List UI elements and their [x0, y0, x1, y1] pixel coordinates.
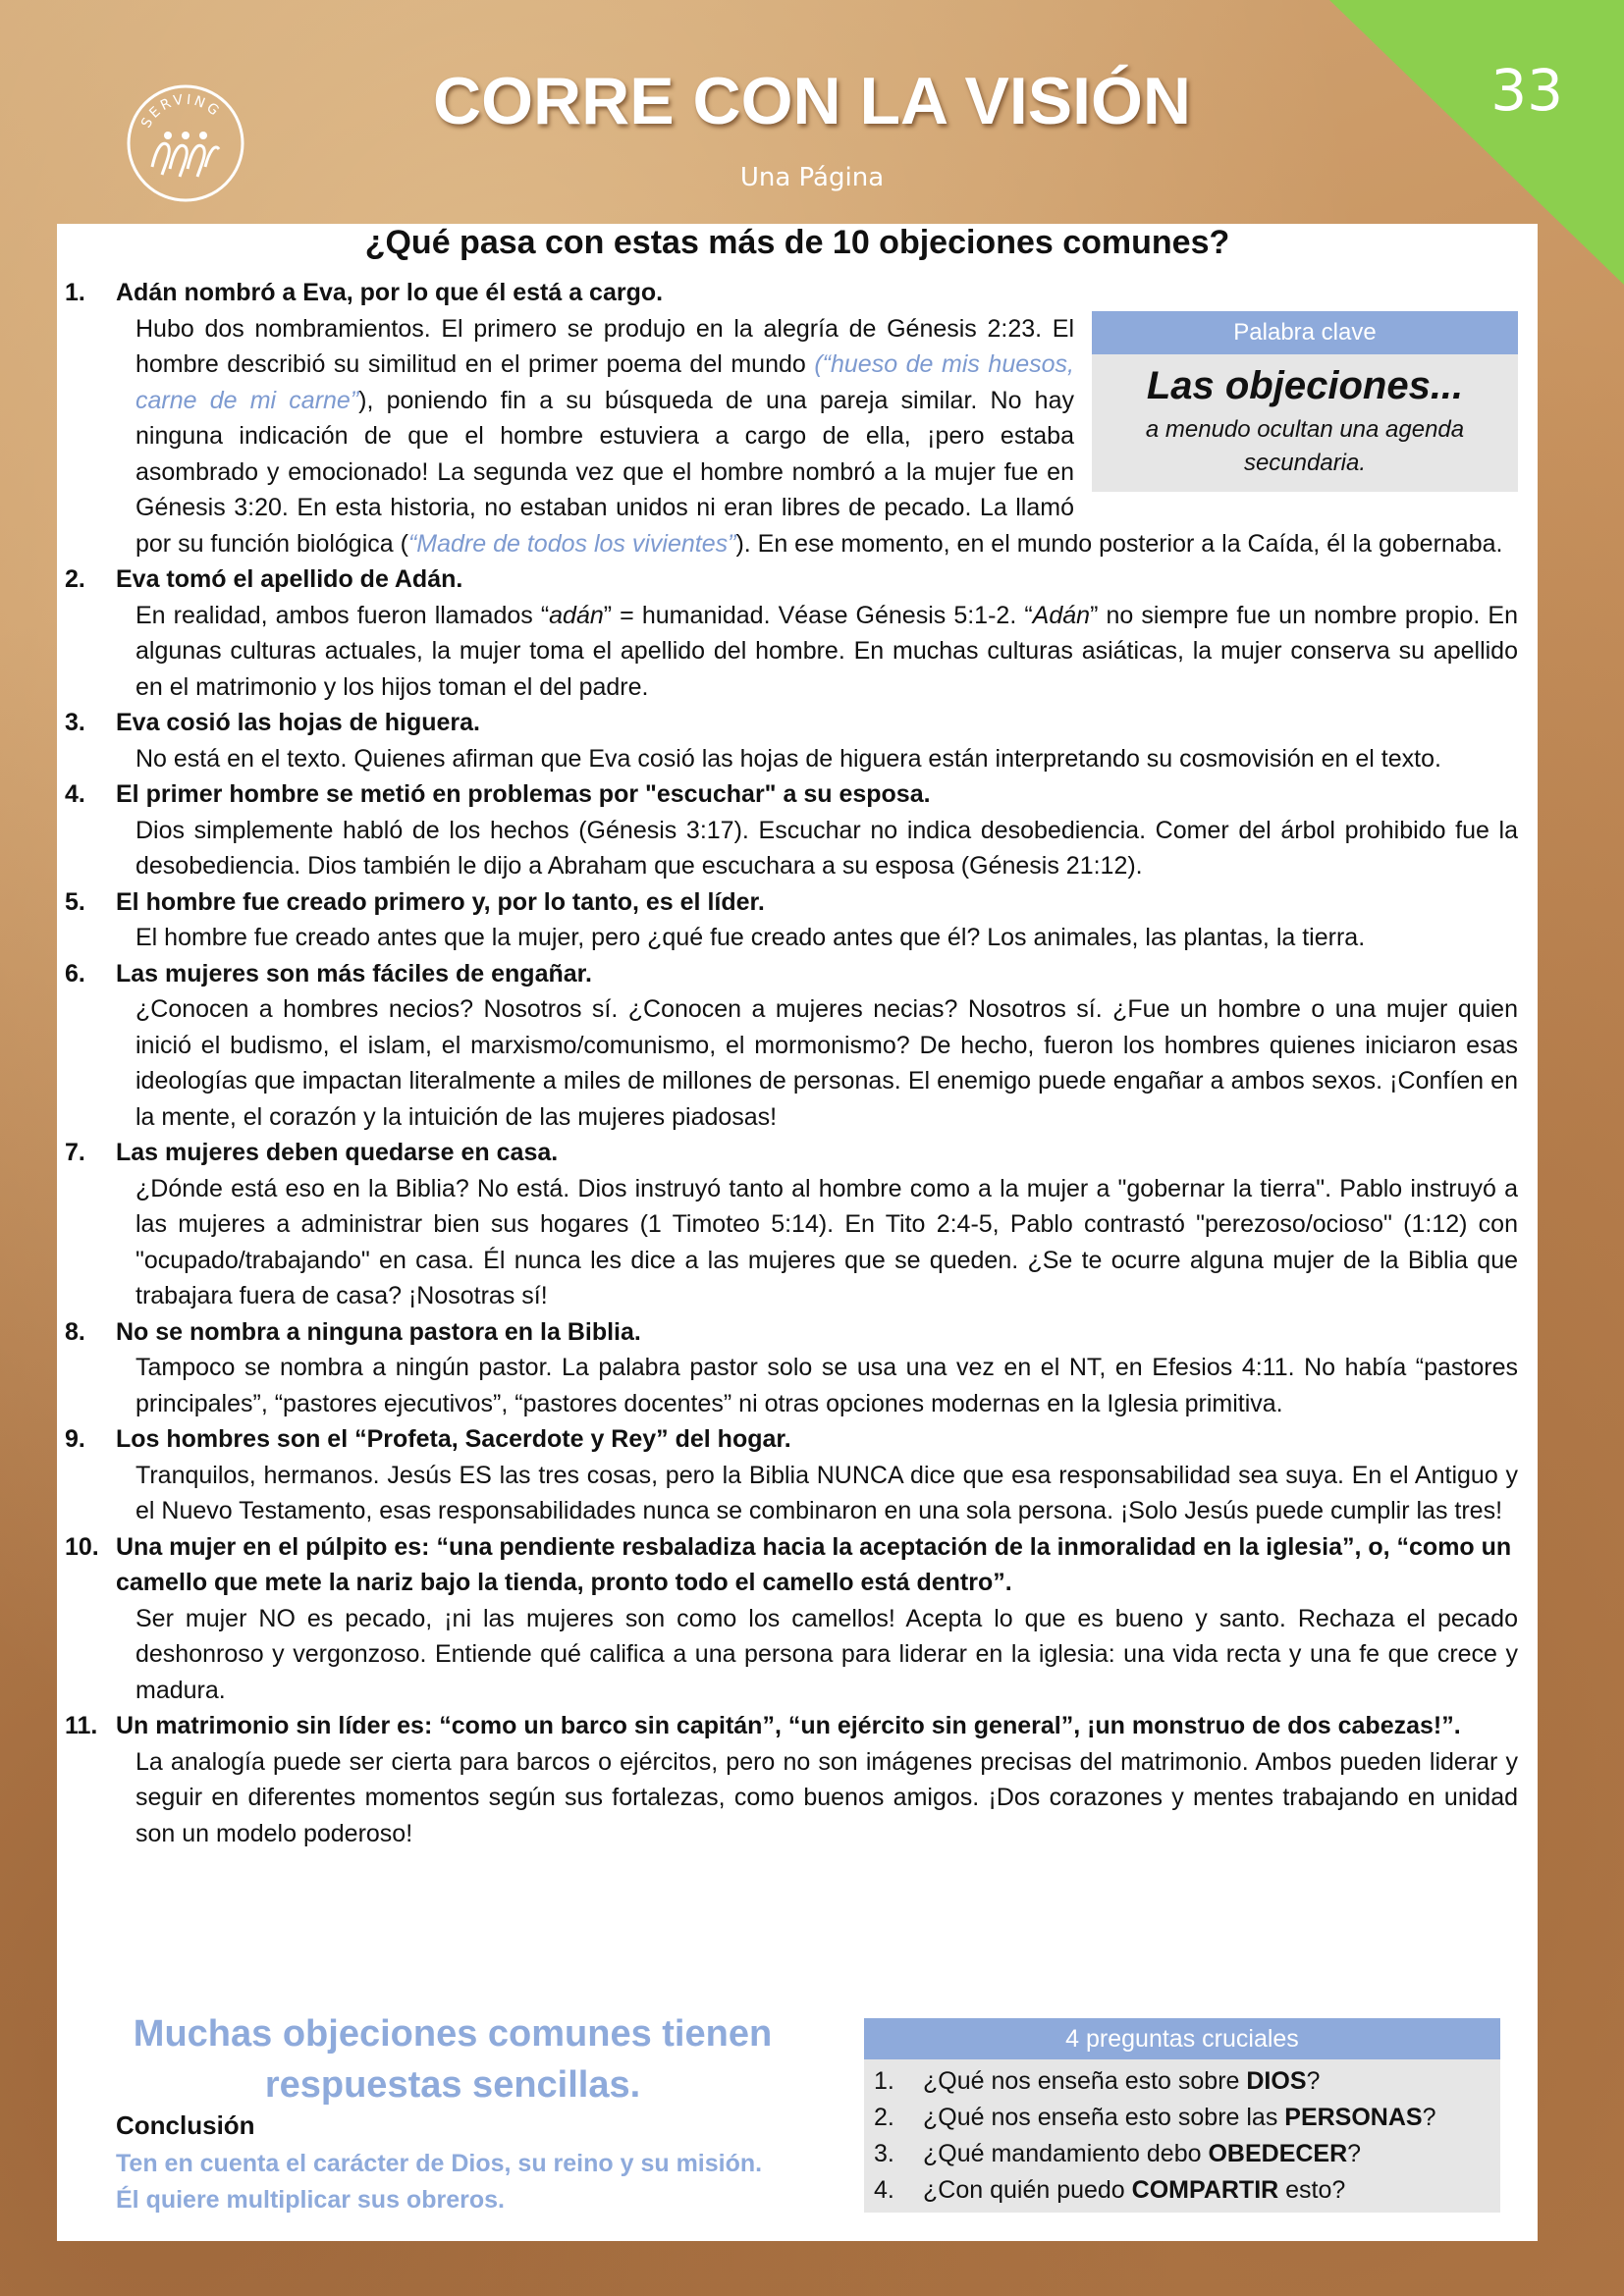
page-number: 33	[1490, 57, 1563, 124]
item-body: Tampoco se nombra a ningún pastor. La palabra pastor solo se usa una vez en el NT, en Efesios 4:11. No había “pastores principales”, “pastores ejecutivos”, “pastores docentes” ni otras opciones modernas en la Iglesia primitiva.	[135, 1354, 1518, 1417]
page-subtitle: Una Página	[739, 163, 885, 192]
list-item	[65, 1708, 1518, 1851]
list-item: 4. ¿Con quién puedo COMPARTIR esto?	[874, 2176, 1346, 2204]
item-body: En realidad, ambos fueron llamados “adán” = humanidad. Véase Génesis 5:1-2. “Adán” no siempre fue un nombre propio. En algunas culturas actuales, la mujer toma el apellido del hombre. En muchas culturas asiáticas, la mujer conserva su apellido en el matrimonio y los hijos toman el del padre.	[135, 601, 1518, 701]
list-item	[65, 1421, 1518, 1529]
keyword-box	[1092, 311, 1518, 492]
keyword-box-title: Las objeciones...	[1146, 363, 1464, 407]
item-title: 11. Un matrimonio sin líder es: “como un barco sin capitán”, “un ejército sin general”, ¡un monstruo de dos cabezas!”.	[65, 1712, 1461, 1739]
content-panel	[57, 224, 1538, 2241]
list-item	[65, 956, 1518, 1136]
item-body: Ser mujer NO es pecado, ¡ni las mujeres son como los camellos! Acepta lo que es bueno y santo. Rechaza el pecado deshonroso y vergonzoso. Entiende qué califica a una persona para liderar en la iglesia: una vida recta y una fe que crece y madura.	[135, 1604, 1518, 1704]
item-body: ¿Dónde está eso en la Biblia? No está. Dios instruyó tanto al hombre como a la mujer a "gobernar la tierra". Pablo instruyó a las mujeres a administrar bien sus hogares (1 Timoteo 5:14). En Tito 2:4-5, Pablo contrastó "perezoso/ocioso" (1:12) con "ocupado/trabajando" en casa. Él nunca les dice a las mujeres que se queden. ¿Se te ocurre alguna mujer de la Biblia que trabajara fuera de casa? ¡Nosotras sí!	[135, 1174, 1518, 1309]
questions-box-header: 4 preguntas cruciales	[864, 2018, 1500, 2059]
svg-text:SERVING: SERVING	[138, 91, 224, 132]
objections-list	[65, 275, 1518, 1851]
keyword-box-header: Palabra clave	[1092, 311, 1518, 354]
item-title: 7. Las mujeres deben quedarse en casa.	[65, 1139, 559, 1166]
list-item	[65, 1529, 1518, 1709]
page-title: CORRE CON LA VISIÓN	[433, 64, 1191, 138]
keyword-box-subtitle: a menudo ocultan una agenda secundaria.	[1145, 415, 1465, 476]
list-item	[65, 561, 1518, 705]
item-title: 8. No se nombra a ninguna pastora en la Biblia.	[65, 1317, 641, 1346]
list-item: 3. ¿Qué mandamiento debo OBEDECER?	[874, 2140, 1362, 2167]
list-item	[65, 1135, 1518, 1314]
item-title: 1. Adán nombró a Eva, por lo que él está a cargo.	[65, 279, 664, 306]
item-title: 3. Eva cosió las hojas de higuera.	[65, 709, 480, 736]
item-body: Dios simplemente habló de los hechos (Génesis 3:17). Escuchar no indica desobediencia. Comer del árbol prohibido fue la desobediencia. Dios también le dijo a Abraham que escuchara a su esposa (Génesis 21:12).	[135, 816, 1518, 880]
list-item: 2. ¿Qué nos enseña esto sobre las PERSONAS?	[874, 2104, 1436, 2131]
item-body: Palabra clave Las objeciones... a menudo ocultan una agenda secundaria. Hubo dos nombramientos. El primero se produjo en la alegría de Génesis 2:23. El hombre describió su similitud en el primer poema del mundo (“hueso de mis huesos, carne de mi carne”), poniendo fin a su búsqueda de una pareja similar. No hay ninguna indicación de que el hombre estuviera a cargo de ella, ¡pero estaba asombrado y emocionado! La segunda vez que el hombre nombró a la mujer fue en Génesis 3:20. En esta historia, no estaban unidos ni eran libres de pecado. La llamó por su función biológica (“Madre de todos los vivientes”). En ese momento, en el mundo posterior a la Caída, él la gobernaba.	[135, 311, 1518, 562]
list-item	[65, 705, 1518, 776]
item-title: 9. Los hombres son el “Profeta, Sacerdote y Rey” del hogar.	[65, 1425, 791, 1453]
questions-list	[864, 2063, 1500, 2209]
item-title: 10. Una mujer en el púlpito es: “una pendiente resbaladiza hacia la aceptación de la inmoralidad en la iglesia”, o, “como un camello que mete la nariz bajo la tienda, pronto todo el camello está dentro”.	[65, 1532, 1512, 1596]
list-item	[65, 275, 1518, 561]
item-title: 4. El primer hombre se metió en problemas por "escuchar" a su esposa.	[65, 780, 931, 808]
item-body: No está en el texto. Quienes afirman que Eva cosió las hojas de higuera están interpretando su cosmovisión en el texto.	[135, 744, 1441, 773]
item-title: 2. Eva tomó el apellido de Adán.	[65, 565, 463, 593]
quote: “Madre de todos los vivientes”	[407, 529, 736, 558]
callout-text: Muchas objeciones comunes tienen respuestas sencillas.	[133, 2013, 773, 2106]
list-item: 1. ¿Qué nos enseña esto sobre DIOS?	[874, 2067, 1321, 2095]
conclusion-label: Conclusión	[116, 2110, 255, 2140]
item-title: 5. El hombre fue creado primero y, por lo tanto, es el líder.	[65, 887, 765, 916]
list-item	[65, 884, 1518, 956]
list-item	[65, 776, 1518, 884]
item-title: 6. Las mujeres son más fáciles de engañar.	[65, 959, 592, 988]
section-heading: ¿Qué pasa con estas más de 10 objeciones comunes?	[364, 224, 1230, 261]
item-body: El hombre fue creado antes que la mujer, pero ¿qué fue creado antes que él? Los animales, las plantas, la tierra.	[135, 924, 1366, 951]
list-item	[65, 1314, 1518, 1422]
item-body: Tranquilos, hermanos. Jesús ES las tres cosas, pero la Biblia NUNCA dice que esa responsabilidad sea suya. En el Antiguo y el Nuevo Testamento, esas responsabilidades nunca se combinaron en una sola persona. ¡Solo Jesús puede cumplir las tres!	[135, 1461, 1518, 1524]
questions-box	[864, 2018, 1500, 2213]
conclusion-text: Ten en cuenta el carácter de Dios, su reino y su misión. Él quiere multiplicar sus obreros.	[116, 2150, 763, 2214]
quote: (“hueso de mis huesos, carne de mi carne”	[135, 350, 1074, 414]
item-body: La analogía puede ser cierta para barcos o ejércitos, pero no son imágenes precisas del matrimonio. Ambos pueden liderar y seguir en diferentes momentos según sus fortalezas, como buenos amigos. ¡Dos corazones y mentes trabajando en unidad son un modelo poderoso!	[135, 1747, 1518, 1847]
item-body: ¿Conocen a hombres necios? Nosotros sí. ¿Conocen a mujeres necias? Nosotros sí. ¿Fue un hombre o una mujer quien inició el budismo, el islam, el marxismo/comunismo, el mormonismo? De hecho, fueron los hombres quienes iniciaron esas ideologías que impactan literalmente a miles de millones de personas. El enemigo puede engañar a ambos sexos. ¡Confíen en la mente, el corazón y la intuición de las mujeres piadosas!	[135, 995, 1518, 1131]
